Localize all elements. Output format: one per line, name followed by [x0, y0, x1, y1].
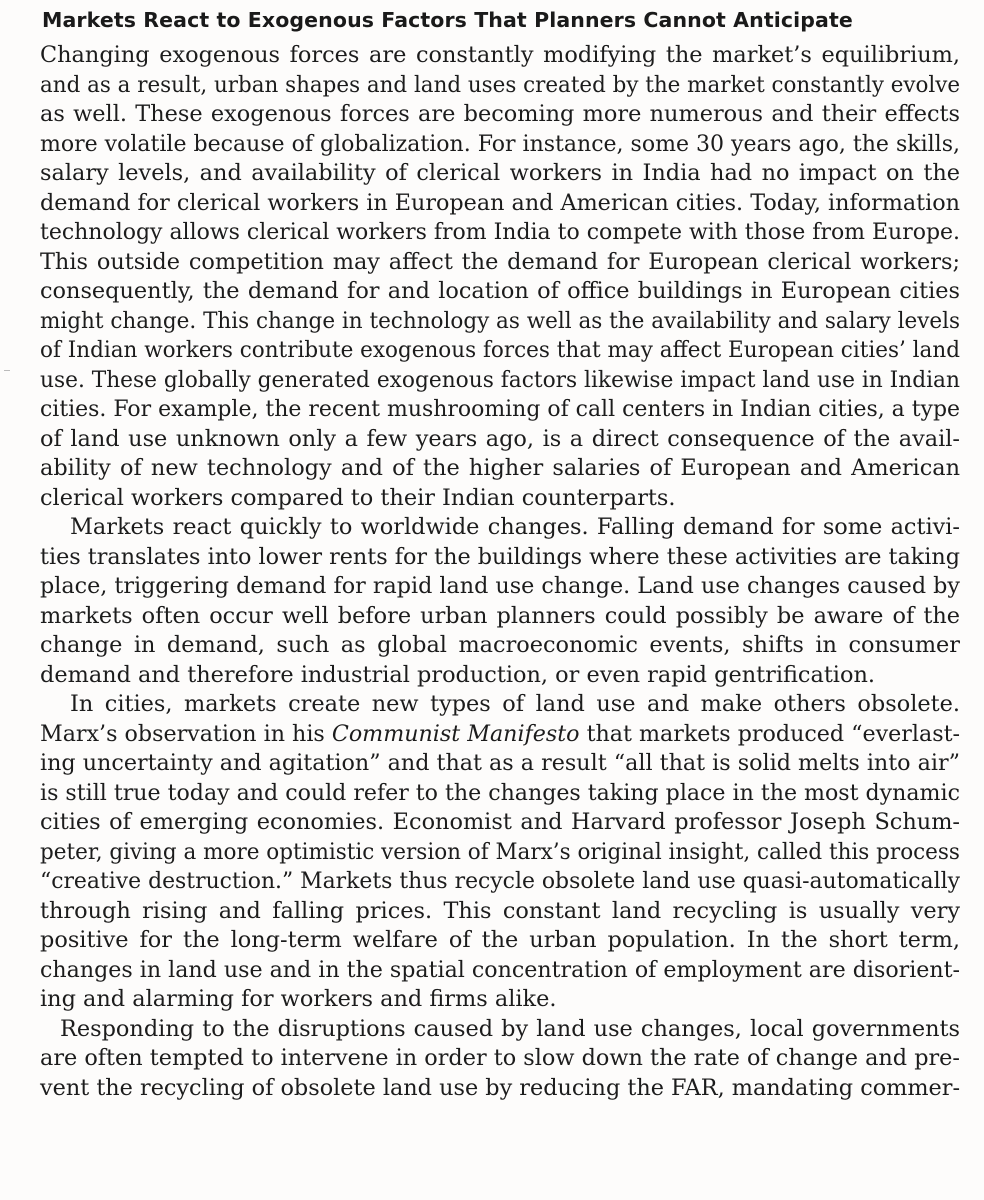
text-line: are often tempted to intervene in order to slow down the rate of change and pre- [40, 1045, 960, 1071]
text-line: Responding to the disruptions caused by land use changes, local governments [60, 1015, 960, 1042]
text-line: This outside competition may affect the demand for European clerical workers; [40, 248, 960, 275]
text-line: Markets react quickly to worldwide changes. Falling demand for some activi- [70, 514, 960, 540]
book-title: Communist Manifesto [331, 720, 580, 747]
text-line: ties translates into lower rents for the buildings where these activities are taking [40, 543, 960, 570]
text-line: change in demand, such as global macroeconomic events, shifts in consumer [40, 632, 960, 658]
paragraph-3 [40, 690, 960, 1015]
text-line [40, 720, 960, 750]
text-line: cities. For example, the recent mushrooming of call centers in Indian cities, a type [40, 396, 961, 422]
text-line: In cities, markets create new types of land use and make others obsolete. [70, 691, 960, 717]
text-line: ability of new technology and of the higher salaries of European and American [40, 455, 960, 481]
paragraph-1 [40, 41, 960, 513]
text-line: positive for the long-term welfare of the urban population. In the short term, [40, 927, 960, 953]
text-line: of Indian workers contribute exogenous forces that may affect European cities’ land [40, 337, 960, 363]
text-line: changes in land use and in the spatial concentration of employment are disorient- [40, 956, 961, 983]
text-line: cities of emerging economies. Economist and Harvard professor Joseph Schum- [40, 809, 960, 835]
text-line: technology allows clerical workers from India to compete with those from Europe. [40, 219, 961, 245]
text-line: peter, giving a more optimistic version of Marx’s original insight, called this process [40, 838, 960, 865]
text-line: Changing exogenous forces are constantly modifying the market’s equilibrium, [40, 42, 960, 68]
text-line: salary levels, and availability of clerical workers in India had no impact on the [40, 160, 960, 186]
text-line: clerical workers compared to their Indian counterparts. [40, 484, 676, 511]
text-line: demand for clerical workers in European and American cities. Today, information [40, 189, 960, 216]
text-line: through rising and falling prices. This constant land recycling is usually very [40, 897, 960, 924]
section-heading: Markets React to Exogenous Factors That Planners Cannot Anticipate [42, 8, 853, 32]
text-line: ing and alarming for workers and firms alike. [40, 986, 557, 1012]
paragraph-4 [40, 1015, 960, 1104]
text-line: “creative destruction.” Markets thus recycle obsolete land use quasi-automatically [40, 868, 960, 894]
body-text [40, 41, 960, 1103]
text-line: is still true today and could refer to the changes taking place in the most dynamic [40, 779, 960, 806]
text-line: might change. This change in technology as well as the availability and salary levels [40, 307, 961, 334]
text-line: and as a result, urban shapes and land uses created by the market constantly evolve [40, 71, 961, 98]
text-line: use. These globally generated exogenous factors likewise impact land use in Indian [40, 366, 960, 393]
text-line: ing uncertainty and agitation” and that as a result “all that is solid melts into air” [40, 750, 960, 776]
text-line: markets often occur well before urban planners could possibly be aware of the [40, 602, 960, 629]
text-line: more volatile because of globalization. For instance, some 30 years ago, the skills, [40, 130, 960, 157]
text-line: of land use unknown only a few years ago, is a direct consequence of the avail- [40, 425, 960, 452]
text-line: vent the recycling of obsolete land use by reducing the FAR, mandating commer- [40, 1074, 961, 1101]
paragraph-2 [40, 513, 960, 690]
text-line: demand and therefore industrial production, or even rapid gentrification. [40, 661, 875, 688]
text-line: consequently, the demand for and location of office buildings in European cities [40, 278, 960, 304]
text-span: Marx’s observation in his [40, 720, 332, 747]
text-span: that markets produced “everlast- [579, 720, 960, 747]
text-line: as well. These exogenous forces are becoming more numerous and their effects [40, 101, 960, 127]
margin-mark [4, 370, 10, 371]
text-line: place, triggering demand for rapid land use change. Land use changes caused by [40, 573, 960, 599]
